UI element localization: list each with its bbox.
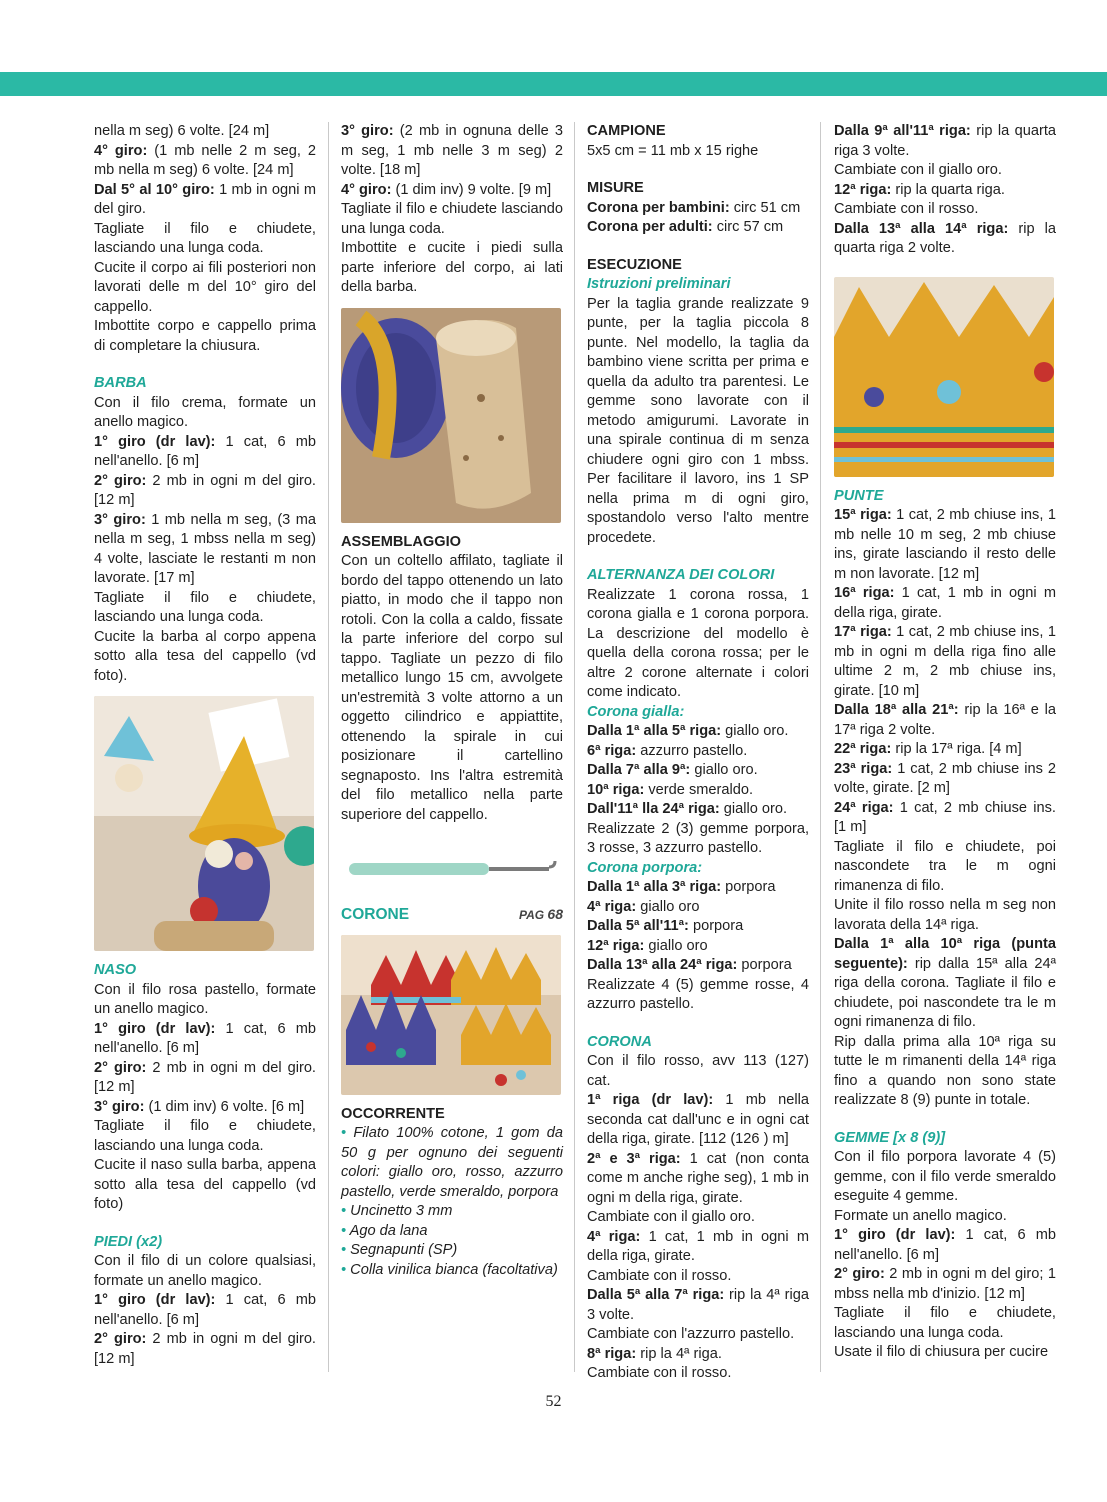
paragraph: Tagliate il filo e chiudete, lasciando una lunga coda. bbox=[834, 1305, 1056, 1341]
column-divider bbox=[328, 122, 329, 1372]
paragraph: Dalla 18ª alla 21ª: rip la 16ª e la 17ª riga 2 volte. bbox=[834, 702, 1057, 738]
paragraph: Corona per bambini: circ 51 cm bbox=[587, 199, 801, 216]
paragraph: Cambiate con il rosso. bbox=[834, 201, 979, 217]
paragraph: Con il filo porpora lavorate 4 (5) gemme, con il filo verde smeraldo eseguite 4 gemme. bbox=[834, 1149, 1056, 1204]
paragraph: 17ª riga: 1 cat, 2 mb chiuse ins, 1 mb in ogni m della riga fino alle ultime 2 m, 2 mb chiuse ins, girate. [10 m] bbox=[834, 624, 1056, 699]
paragraph: Tagliate il filo e chiudete, lasciando una lunga coda. bbox=[94, 1118, 316, 1154]
paragraph: 1° giro (dr lav): 1 cat, 6 mb nell'anello. [6 m] bbox=[94, 433, 317, 469]
paragraph: Dalla 13ª alla 14ª riga: rip la quarta riga 2 volte. bbox=[834, 220, 1057, 256]
paragraph: 2° giro: 2 mb in ogni m del giro. [12 m] bbox=[94, 1331, 316, 1367]
paragraph: Con il filo rosa pastello, formate un anello magico. bbox=[94, 981, 316, 1017]
column-2 bbox=[341, 122, 563, 1280]
paragraph: Cambiate con il rosso. bbox=[587, 1365, 732, 1381]
paragraph: 2° giro: 2 mb in ogni m del giro. [12 m] bbox=[94, 472, 316, 508]
paragraph: 3° giro: 1 mb nella m seg, (3 ma nella m seg, 1 mbss nella m seg) 4 volte, lasciate le restanti m non lavorate. [17 m] bbox=[94, 511, 316, 586]
paragraph: Dalla 13ª alla 24ª riga: porpora bbox=[587, 957, 792, 973]
paragraph: 12ª riga: rip la quarta riga. bbox=[834, 181, 1005, 198]
crown-detail-photo bbox=[834, 277, 1054, 477]
paragraph: 24ª riga: 1 cat, 2 mb chiuse ins. [1 m] bbox=[834, 799, 1056, 835]
paragraph: Imbottite corpo e cappello prima di completare la chiusura. bbox=[94, 318, 316, 354]
section-title-occorrente: OCCORRENTE bbox=[341, 1105, 445, 1122]
paragraph: 4° giro: (1 mb nelle 2 m seg, 2 mb nella m seg) 6 volte. [24 m] bbox=[94, 142, 316, 178]
paragraph: 4ª riga: 1 cat, 1 mb in ogni m della riga, girate. bbox=[587, 1228, 809, 1264]
paragraph: 22ª riga: rip la 17ª riga. [4 m] bbox=[834, 741, 1022, 757]
paragraph: Dalla 1ª alla 3ª riga: porpora bbox=[587, 879, 776, 895]
paragraph: 2° giro: 2 mb in ogni m del giro; 1 mbss nella mb d'inizio. [12 m] bbox=[834, 1266, 1056, 1302]
paragraph: Con il filo di un colore qualsiasi, formate un anello magico. bbox=[94, 1253, 316, 1289]
section-title-piedi: PIEDI (x2) bbox=[94, 1233, 163, 1250]
page-reference: PAG 68 bbox=[518, 906, 563, 922]
paragraph: Imbottite e cucite i piedi sulla parte inferiore del corpo, ai lati della barba. bbox=[341, 240, 563, 295]
paragraph: 6ª riga: azzurro pastello. bbox=[587, 742, 748, 759]
paragraph: 15ª riga: 1 cat, 2 mb chiuse ins, 1 mb nelle 10 m seg, 2 mb chiuse ins, girate lasciando il resto delle m non lavorate. [12 m] bbox=[834, 507, 1056, 582]
paragraph: Con un coltello affilato, tagliate il bordo del tappo ottenendo un lato piatto, in modo che il tappo non rotoli. Con la colla a caldo, fissate la parte inferiore del corpo sul tappo. Tagliate un pezzo di filo metallico lungo 15 cm, avvolgete un'estremità 3 volte attorno a un oggetto cilindrico e appiattite, ottenendo la spirale in cui posizionare il cartellino segnaposto. Ins l'altra estremità del filo metallico nella parte superiore del cappello. bbox=[341, 553, 563, 823]
paragraph: Cucite il corpo ai fili posteriori non lavorati delle m del 10° giro del cappello. bbox=[94, 259, 316, 315]
section-title-esecuzione: ESECUZIONE bbox=[587, 256, 682, 273]
paragraph: 1° giro (dr lav): 1 cat, 6 mb nell'anello. [6 m] bbox=[834, 1227, 1057, 1263]
paragraph: 3° giro: (2 mb in ognuna delle 3 m seg, 1 mb nelle 3 m seg) 2 volte. [18 m] bbox=[341, 123, 563, 178]
paragraph: Formate un anello magico. bbox=[834, 1207, 1007, 1224]
paragraph: 2° giro: 2 mb in ogni m del giro. [12 m] bbox=[94, 1059, 316, 1095]
paragraph: Usate il filo di chiusura per cucire bbox=[834, 1344, 1049, 1360]
paragraph: Dalla 1ª alla 10ª riga (punta seguente): rip dalla 15ª alla 24ª riga della corona. Tagliate il filo e chiudete, poi nascondete tra le m ogni rimanenza di filo. bbox=[834, 936, 1056, 1030]
paragraph: 3° giro: (1 dim inv) 6 volte. [6 m] bbox=[94, 1098, 305, 1115]
crochet-hook-icon bbox=[341, 839, 561, 899]
paragraph: Realizzate 4 (5) gemme rosse, 4 azzurro pastello. bbox=[587, 976, 809, 1012]
subsection-title: Corona gialla: bbox=[587, 703, 685, 720]
paragraph: Tagliate il filo e chiudete, lasciando una lunga coda. bbox=[94, 220, 316, 256]
column-divider bbox=[820, 122, 821, 1372]
paragraph: Dalla 5ª all'11ª: porpora bbox=[587, 918, 744, 934]
paragraph: Dalla 5ª alla 7ª riga: rip la 4ª riga 3 volte. bbox=[587, 1287, 809, 1323]
section-title-misure: MISURE bbox=[587, 180, 644, 196]
section-title-corona: CORONA bbox=[587, 1033, 652, 1050]
subsection-title: Corona porpora: bbox=[587, 859, 703, 876]
paragraph: Dalla 1ª alla 5ª riga: giallo oro. bbox=[587, 723, 789, 739]
paragraph: Per la taglia grande realizzate 9 punte, per la taglia piccola 8 punte. Nel modello, la taglia da bambino viene scritta per prima e quella da adulto tra parentesi. Le gemme sono lavorate con il metodo amigurumi. Lavorate in una spirale continua di m senza chiudere ogni giro con 1 mbss. Per facilitare il lavoro, ins 1 SP nella prima m di ogni giro, spostandolo verso l'alto mentre procedete. bbox=[587, 295, 809, 546]
section-title-corone: CORONE PAG 68 bbox=[341, 905, 563, 925]
paragraph: Dalla 7ª alla 9ª: giallo oro. bbox=[587, 762, 758, 778]
top-color-band bbox=[0, 72, 1107, 96]
list-item: • Filato 100% cotone, 1 gom da 50 g per ognuno dei seguenti colori: giallo oro, rosso, azzurro pastello, verde smeraldo, porpora bbox=[341, 1125, 563, 1200]
paragraph: Cucite la barba al corpo appena sotto alla tesa del cappello (vd foto). bbox=[94, 628, 316, 684]
subsection-title: Istruzioni preliminari bbox=[587, 276, 731, 292]
list-item: • Uncinetto 3 mm bbox=[341, 1203, 453, 1219]
paragraph: Con il filo rosso, avv 113 (127) cat. bbox=[587, 1053, 809, 1089]
paragraph: 4° giro: (1 dim inv) 9 volte. [9 m] bbox=[341, 181, 552, 198]
list-item: • Segnapunti (SP) bbox=[341, 1242, 458, 1258]
column-4 bbox=[834, 122, 1056, 1363]
paragraph: Cucite il naso sulla barba, appena sotto alla tesa del cappello (vd foto) bbox=[94, 1157, 316, 1212]
paragraph: Rip dalla prima alla 10ª riga su tutte le m rimanenti della 14ª riga fino a quando non sono state realizzate 8 (9) punte in totale. bbox=[834, 1033, 1056, 1108]
paragraph: 10ª riga: verde smeraldo. bbox=[587, 781, 754, 798]
page-number: 52 bbox=[545, 1393, 562, 1410]
paragraph: 1° giro (dr lav): 1 cat, 6 mb nell'anello. [6 m] bbox=[94, 1020, 317, 1056]
section-title-alternanza: ALTERNANZA DEI COLORI bbox=[587, 567, 775, 583]
paragraph: Cambiate con il rosso. bbox=[587, 1267, 732, 1284]
section-title-gemme: GEMME [x 8 (9)] bbox=[834, 1129, 946, 1146]
paragraph: Tagliate il filo e chiudete, lasciando una lunga coda. bbox=[94, 589, 316, 625]
paragraph: 12ª riga: giallo oro bbox=[587, 937, 708, 954]
paragraph: Tagliate il filo e chiudete lasciando una lunga coda. bbox=[341, 201, 563, 237]
paragraph: 1° giro (dr lav): 1 cat, 6 mb nell'anello. [6 m] bbox=[94, 1292, 317, 1328]
paragraph: Tagliate il filo e chiudete, poi nascondete tra le m ogni rimanenza di filo. bbox=[834, 838, 1056, 894]
paragraph: 16ª riga: 1 cat, 1 mb in ogni m della riga, girate. bbox=[834, 585, 1056, 621]
cork-photo bbox=[341, 308, 561, 523]
paragraph: Realizzate 1 corona rossa, 1 corona gialla e 1 corona porpora. La descrizione del modello è quella della corona rossa; per le altre 2 corone alternate i colori come indicato. bbox=[587, 586, 809, 700]
paragraph: Cambiate con l'azzurro pastello. bbox=[587, 1326, 795, 1342]
column-divider bbox=[574, 122, 575, 1372]
gnome-photo bbox=[94, 696, 314, 951]
column-3 bbox=[587, 122, 809, 1384]
section-title-punte: PUNTE bbox=[834, 487, 884, 504]
paragraph: 5x5 cm = 11 mb x 15 righe bbox=[587, 142, 759, 159]
paragraph: Cambiate con il giallo oro. bbox=[587, 1209, 755, 1225]
paragraph: 2ª e 3ª riga: 1 cat (non conta come m anche righe seg), 1 mb in ogni m della riga, girate. bbox=[587, 1150, 809, 1206]
list-item: • Colla vinilica bianca (facoltativa) bbox=[341, 1261, 558, 1278]
paragraph: Con il filo crema, formate un anello magico. bbox=[94, 394, 316, 430]
column-1 bbox=[94, 122, 316, 1369]
list-item: • Ago da lana bbox=[341, 1222, 428, 1239]
paragraph: 4ª riga: giallo oro bbox=[587, 898, 700, 915]
paragraph: Unite il filo rosso nella m seg non lavorata della 14ª riga. bbox=[834, 897, 1056, 933]
paragraph: 1ª riga (dr lav): 1 mb nella seconda cat dall'unc e in ogni cat della riga, girate. [112 (126 ) m] bbox=[587, 1092, 809, 1147]
paragraph: Dall'11ª lla 24ª riga: giallo oro. bbox=[587, 801, 788, 817]
section-title-campione: CAMPIONE bbox=[587, 123, 666, 139]
paragraph: 23ª riga: 1 cat, 2 mb chiuse ins 2 volte, girate. [2 m] bbox=[834, 760, 1056, 796]
section-title-barba: BARBA bbox=[94, 375, 147, 391]
paragraph: Corona per adulti: circ 57 cm bbox=[587, 219, 784, 235]
section-title-assemblaggio: ASSEMBLAGGIO bbox=[341, 533, 461, 550]
section-title-naso: NASO bbox=[94, 962, 137, 978]
paragraph: Realizzate 2 (3) gemme porpora, 3 rosse, 3 azzurro pastello. bbox=[587, 820, 809, 856]
paragraph: Dalla 9ª all'11ª riga: rip la quarta riga 3 volte. bbox=[834, 123, 1056, 159]
crowns-photo bbox=[341, 935, 561, 1095]
paragraph: Cambiate con il giallo oro. bbox=[834, 162, 1002, 178]
paragraph: Dal 5° al 10° giro: 1 mb in ogni m del giro. bbox=[94, 181, 316, 217]
paragraph: 8ª riga: rip la 4ª riga. bbox=[587, 1345, 722, 1362]
paragraph: nella m seg) 6 volte. [24 m] bbox=[94, 123, 270, 139]
